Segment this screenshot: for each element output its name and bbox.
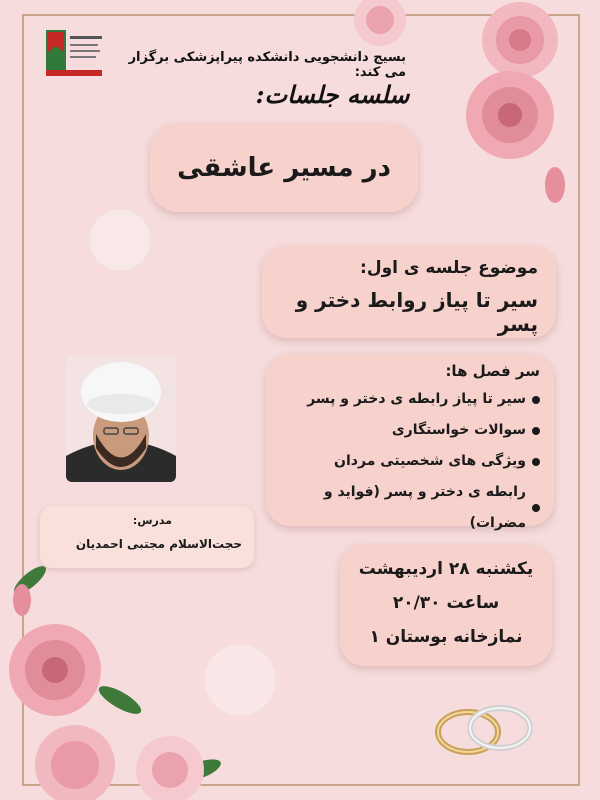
teacher-card	[40, 506, 254, 568]
chapter-text: سیر تا پیاز رابطه ی دختر و پسر	[307, 391, 526, 407]
schedule-card	[340, 544, 552, 666]
event-title: در مسیر عاشقی	[177, 153, 391, 183]
chapter-item	[280, 415, 540, 446]
bullet-icon	[532, 458, 540, 466]
chapter-item	[280, 477, 540, 539]
wedding-rings-icon	[428, 692, 538, 762]
teacher-name: حجت‌الاسلام مجتبی احمدیان	[75, 537, 242, 551]
chapter-text: رابطه ی دختر و پسر (فواید و مضرات)	[323, 484, 526, 531]
chapter-item	[280, 384, 540, 415]
topic-heading: موضوع جلسه ی اول:	[360, 258, 538, 278]
topic-card	[262, 246, 556, 338]
series-title: سلسه جلسات:	[255, 80, 410, 109]
schedule-day: یکشنبه ۲۸ اردیبهشت	[358, 559, 534, 579]
bullet-icon	[532, 427, 540, 435]
bullet-icon	[532, 504, 540, 512]
schedule-time: ساعت ۲۰/۳۰	[392, 593, 500, 613]
topic-text: سیر تا پیاز روابط دختر و پسر	[295, 288, 538, 336]
event-title-card	[150, 124, 418, 212]
schedule-place: نمازخانه بوستان ۱	[369, 627, 523, 647]
bullet-icon	[532, 396, 540, 404]
basij-logo-icon	[40, 22, 108, 84]
chapters-heading: سر فصل ها:	[445, 362, 540, 380]
chapter-text: ویژگی های شخصیتی مردان	[334, 453, 526, 469]
organizer-line: بسیج دانشجویی دانشکده پیراپزشکی برگزار می کند:	[128, 50, 406, 80]
roses-bottom-left-decoration	[0, 540, 240, 800]
chapter-item	[280, 446, 540, 477]
teacher-label: مدرس:	[132, 514, 172, 527]
speaker-portrait-icon	[66, 356, 176, 482]
chapters-card	[266, 354, 554, 531]
chapter-text: سوالات خواستگاری	[391, 422, 526, 438]
